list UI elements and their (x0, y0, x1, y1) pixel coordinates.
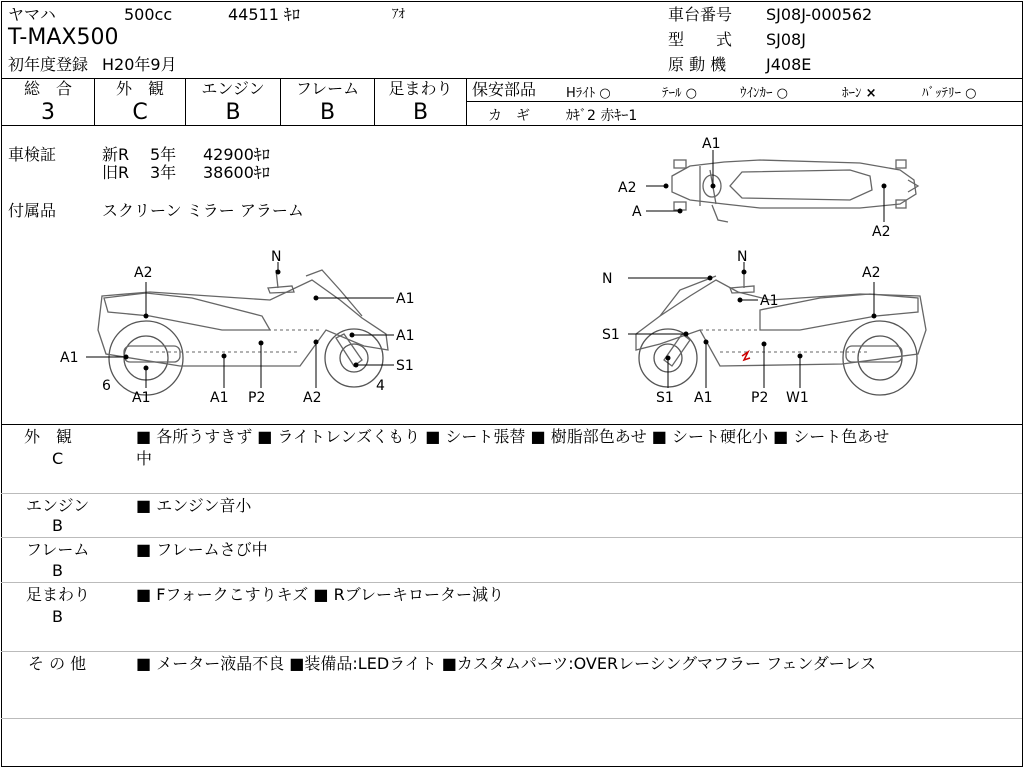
top-view-diagram (618, 136, 918, 240)
safety-item-winker: ｳｲﾝｶｰ ○ (740, 86, 788, 101)
detail-text: ■ Fフォークこすりキズ ■ Rブレーキローター減り (136, 585, 505, 604)
detail-text-cont: 中 (136, 449, 153, 468)
status-mark: ○ (599, 86, 611, 101)
status-mark: × (865, 86, 877, 101)
detail-grade: B (52, 561, 63, 580)
detail-grade: B (52, 607, 63, 626)
label-right: A1 (694, 390, 713, 406)
label-right: S1 (656, 390, 674, 406)
safety-item-headlight: Hﾗｲﾄ ○ (566, 86, 611, 101)
divider (1, 537, 1022, 538)
grade-label: エンジン (201, 79, 265, 98)
label-top: A1 (702, 136, 721, 152)
grade-label: 外 観 (115, 79, 164, 98)
divider (1, 493, 1022, 494)
label-left: A1 (396, 328, 415, 344)
label-left: 4 (376, 378, 385, 394)
detail-text: ■ フレームさび中 (136, 540, 268, 559)
inspection-old-km: 38600ｷﾛ (203, 163, 270, 182)
status-mark: ○ (965, 86, 977, 101)
grade-value: B (319, 100, 336, 125)
grade-value: 3 (41, 100, 55, 125)
inspection-old-label: 旧R (102, 163, 130, 182)
label-left: P2 (248, 390, 266, 406)
detail-text: ■ 各所うすきず ■ ライトレンズくもり ■ シート張替 ■ 樹脂部色あせ ■ シート硬化小 ■ シート色あせ (136, 427, 890, 446)
inspection-new-km: 42900ｷﾛ (203, 145, 270, 164)
type-value: SJ08J (766, 30, 806, 49)
label-top: A2 (618, 180, 637, 196)
label-left: N (271, 249, 282, 265)
grade-value: B (412, 100, 429, 125)
first-reg-value: H20年9月 (102, 55, 177, 74)
frame-no-value: SJ08J-000562 (766, 5, 873, 24)
label-top: A (632, 204, 642, 220)
model-name: T-MAX500 (8, 25, 119, 50)
label-right: A2 (862, 265, 881, 281)
label-left: A1 (210, 390, 229, 406)
maker: ヤマハ (8, 5, 56, 24)
engine-model-label: 原 動 機 (668, 55, 727, 74)
grade-label: 総 合 (23, 79, 72, 98)
label-left: 6 (102, 378, 111, 394)
accessories-label: 付属品 (8, 201, 57, 220)
divider (1, 424, 1022, 425)
detail-label: フレーム (26, 540, 90, 559)
label-left: A1 (60, 350, 79, 366)
type-label: 型 式 (668, 30, 733, 49)
safety-item-tail: ﾃｰﾙ ○ (662, 86, 697, 101)
detail-label: エンジン (26, 496, 90, 515)
accessories-value: スクリーン ミラー アラーム (102, 201, 304, 220)
label-right: N (737, 249, 748, 265)
displacement: 500cc (124, 5, 173, 24)
label-left: A2 (134, 265, 153, 281)
key-value: ｶｷﾞ2 赤ｷｰ1 (566, 108, 638, 124)
divider (1, 718, 1022, 719)
divider (1, 582, 1022, 583)
engine-model-value: J408E (766, 55, 812, 74)
left-side-diagram (60, 249, 414, 406)
label-left: A1 (396, 291, 415, 307)
label-left: A1 (132, 390, 151, 406)
status-mark: ○ (685, 86, 697, 101)
grade-value: B (225, 100, 241, 125)
detail-text: ■ メーター液晶不良 ■装備品:LEDライト ■カスタムパーツ:OVERレーシングマフラー フェンダーレス (136, 654, 876, 673)
mileage: 44511 ｷﾛ (228, 5, 300, 24)
detail-label: 外 観 (24, 427, 73, 446)
detail-grade: C (52, 449, 64, 468)
first-reg-label: 初年度登録 (8, 55, 89, 74)
inspection-new-years: 5年 (150, 145, 177, 164)
divider (1, 651, 1022, 652)
label-left: A2 (303, 390, 322, 406)
grade-label: フレーム (295, 79, 360, 98)
label-top: A2 (872, 224, 891, 240)
inspection-new-label: 新R (102, 145, 130, 164)
inspection-old-years: 3年 (150, 163, 177, 182)
label-left: S1 (396, 358, 414, 374)
detail-text: ■ エンジン音小 (136, 496, 252, 515)
frame-no-label: 車台番号 (668, 5, 733, 24)
right-side-diagram (602, 249, 926, 406)
key-label: カ ギ (488, 108, 530, 124)
detail-label: そ の 他 (28, 654, 87, 673)
safety-label: 保安部品 (472, 80, 537, 99)
label-right: A1 (760, 293, 779, 309)
label-right: P2 (751, 390, 769, 406)
label-right: W1 (786, 390, 809, 406)
label-right: S1 (602, 327, 620, 343)
status-mark: ○ (776, 86, 788, 101)
safety-item-battery: ﾊﾞｯﾃﾘｰ ○ (922, 86, 977, 101)
detail-grade: B (52, 516, 63, 535)
inspection-label: 車検証 (8, 145, 57, 164)
label-right: N (602, 271, 613, 287)
safety-item-horn: ﾎｰﾝ × (842, 86, 877, 101)
grade-label: 足まわり (388, 79, 453, 98)
detail-label: 足まわり (26, 585, 91, 604)
grade-value: C (132, 100, 148, 125)
body-color: ｱｵ (392, 7, 405, 22)
